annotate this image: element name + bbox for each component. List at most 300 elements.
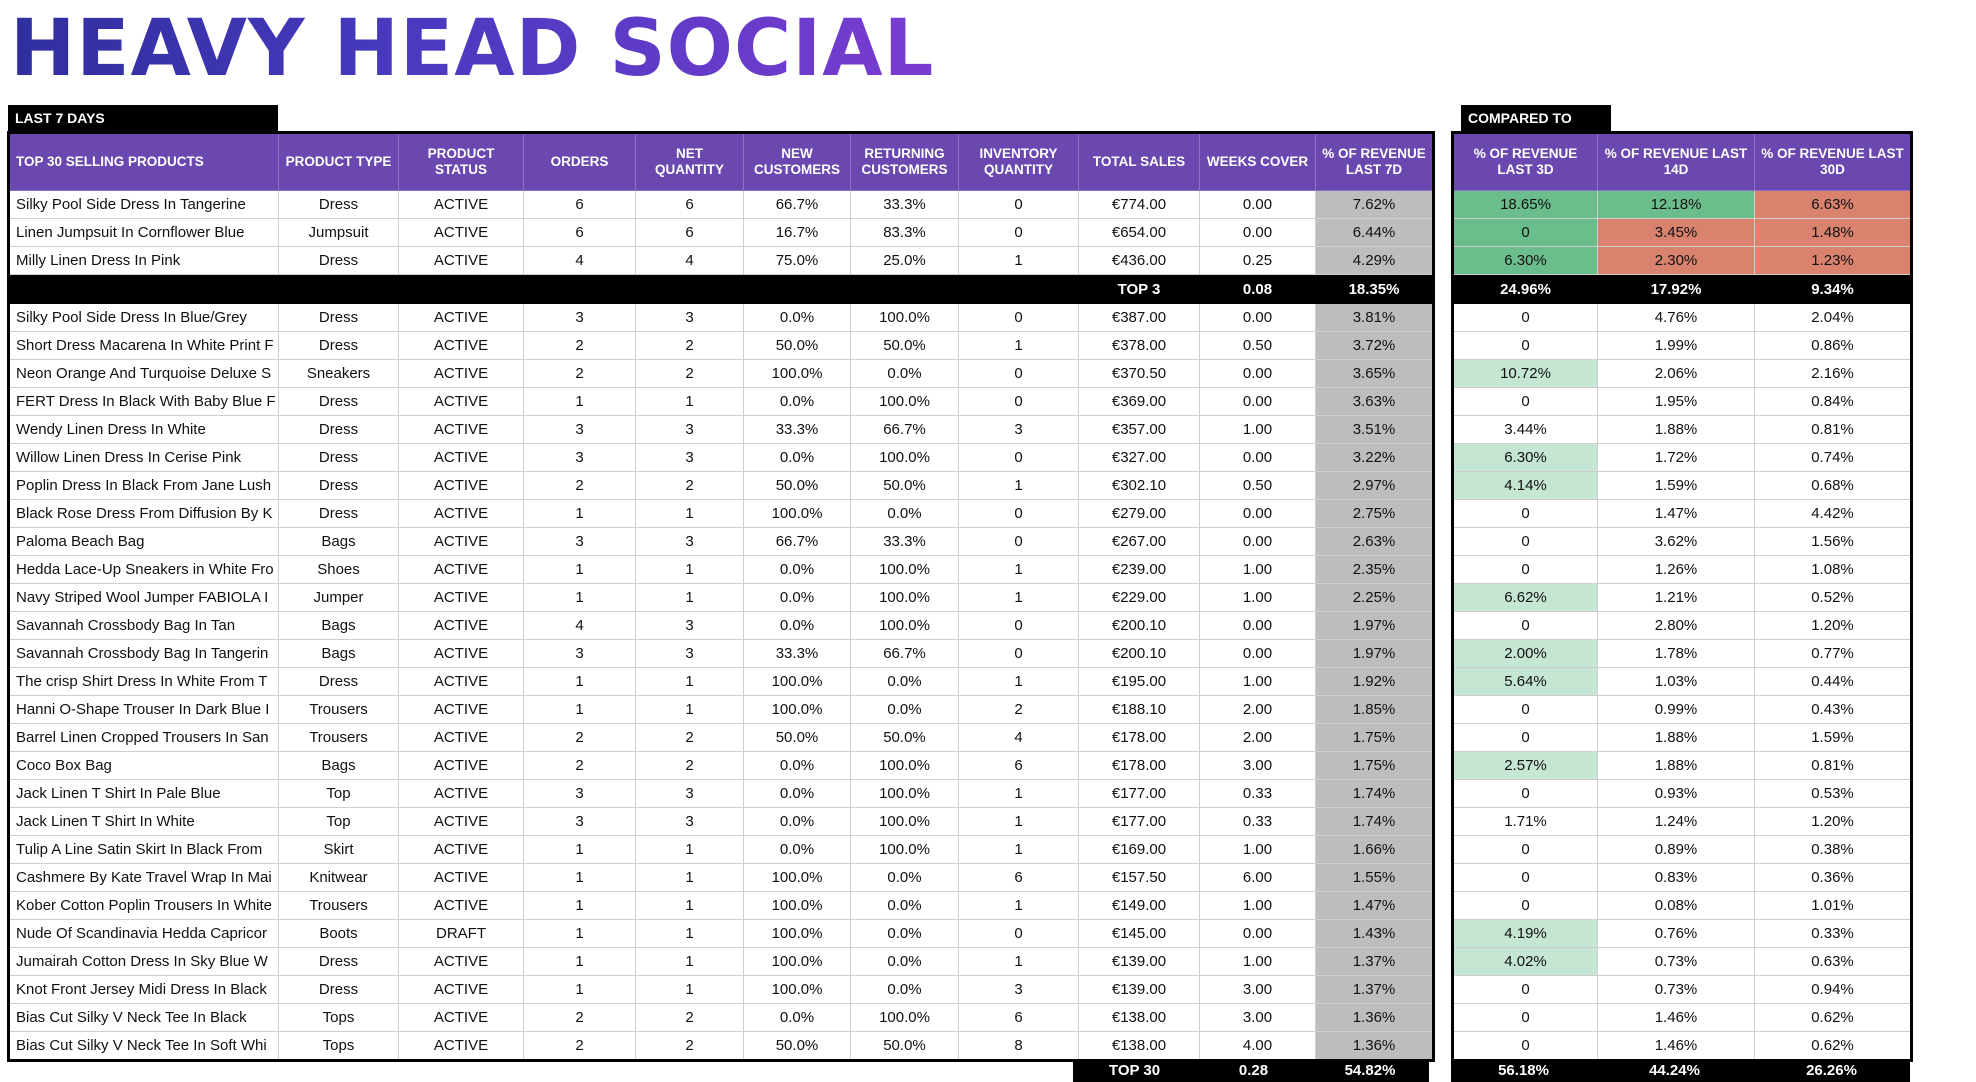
table-row <box>9 500 1434 528</box>
table-cell: €654.00 <box>1079 219 1200 247</box>
table-cell: Bags <box>279 752 399 780</box>
table-cell: 2 <box>524 1004 636 1032</box>
comparison-cell: 0.52% <box>1755 584 1912 612</box>
table-cell: €200.10 <box>1079 612 1200 640</box>
table-cell: 1 <box>524 388 636 416</box>
table-cell: 0.0% <box>744 780 851 808</box>
table-cell: 4 <box>636 247 744 275</box>
table-cell: ACTIVE <box>399 752 524 780</box>
table-cell: Jumpsuit <box>279 219 399 247</box>
table-cell: ACTIVE <box>399 528 524 556</box>
summary-spacer <box>399 275 524 304</box>
table-cell: 3.22% <box>1316 444 1434 472</box>
table-cell: 6 <box>959 864 1079 892</box>
total-30d: 26.26% <box>1806 1062 1857 1079</box>
table-cell: Dress <box>279 948 399 976</box>
table-cell: 1 <box>636 976 744 1004</box>
table-cell: ACTIVE <box>399 864 524 892</box>
table-row <box>9 864 1434 892</box>
table-cell: 33.3% <box>744 416 851 444</box>
table-cell: Dress <box>279 444 399 472</box>
comparison-cell: 0.76% <box>1598 920 1755 948</box>
table-cell: 1 <box>959 948 1079 976</box>
table-cell: 100.0% <box>851 808 959 836</box>
comparison-cell: 0 <box>1453 388 1598 416</box>
table-cell: ACTIVE <box>399 808 524 836</box>
comparison-cell: 1.48% <box>1755 219 1912 247</box>
table-cell: ACTIVE <box>399 332 524 360</box>
comparison-cell: 1.47% <box>1598 500 1755 528</box>
table-cell: ACTIVE <box>399 696 524 724</box>
table-cell: 6 <box>524 191 636 219</box>
table-cell: 1.00 <box>1200 416 1316 444</box>
product-name-cell: Savannah Crossbody Bag In Tan <box>9 612 279 640</box>
table-cell: 4.29% <box>1316 247 1434 275</box>
table-row <box>9 444 1434 472</box>
table-cell: 1.66% <box>1316 836 1434 864</box>
table-cell: 3 <box>636 528 744 556</box>
comparison-cell: 1.23% <box>1755 247 1912 275</box>
table-cell: 0 <box>959 500 1079 528</box>
table-cell: 0.00 <box>1200 304 1316 332</box>
table-cell: 50.0% <box>744 1032 851 1061</box>
last-7-days-tag: LAST 7 DAYS <box>8 105 278 131</box>
comparison-row <box>1453 976 1912 1004</box>
brand-logo: HEAVY HEAD SOCIAL <box>10 4 935 94</box>
table-cell: ACTIVE <box>399 584 524 612</box>
table-cell: 2 <box>524 332 636 360</box>
table-cell: ACTIVE <box>399 500 524 528</box>
table-cell: ACTIVE <box>399 219 524 247</box>
table-cell: Jumper <box>279 584 399 612</box>
summary-spacer <box>744 275 851 304</box>
table-cell: 100.0% <box>851 556 959 584</box>
table-cell: €177.00 <box>1079 808 1200 836</box>
table-cell: 3 <box>524 304 636 332</box>
table-cell: 0.0% <box>851 696 959 724</box>
comparison-cell: 0 <box>1453 864 1598 892</box>
comparison-row <box>1453 444 1912 472</box>
comparison-row <box>1453 864 1912 892</box>
comparison-cell: 0 <box>1453 1004 1598 1032</box>
table-cell: €178.00 <box>1079 724 1200 752</box>
table-cell: 83.3% <box>851 219 959 247</box>
table-cell: 1 <box>524 976 636 1004</box>
comparison-cell: 0.38% <box>1755 836 1912 864</box>
table-row <box>9 360 1434 388</box>
comparison-cell: 18.65% <box>1453 191 1598 219</box>
table-cell: 0.25 <box>1200 247 1316 275</box>
table-cell: 1.00 <box>1200 948 1316 976</box>
comparison-summary-row <box>1453 275 1912 304</box>
comparison-cell: 2.80% <box>1598 612 1755 640</box>
table-row <box>9 752 1434 780</box>
comparison-cell: 1.56% <box>1755 528 1912 556</box>
product-name-cell: Neon Orange And Turquoise Deluxe S <box>9 360 279 388</box>
table-cell: 66.7% <box>744 528 851 556</box>
comparison-row <box>1453 219 1912 247</box>
comparison-cell: 1.08% <box>1755 556 1912 584</box>
table-cell: 1 <box>636 864 744 892</box>
table-cell: 0 <box>959 612 1079 640</box>
table-cell: 4 <box>524 247 636 275</box>
table-cell: Dress <box>279 416 399 444</box>
table-cell: 2 <box>636 332 744 360</box>
table-cell: 50.0% <box>744 332 851 360</box>
table-row <box>9 836 1434 864</box>
table-cell: 0.00 <box>1200 388 1316 416</box>
product-name-cell: Jack Linen T Shirt In Pale Blue <box>9 780 279 808</box>
comparison-row <box>1453 612 1912 640</box>
table-cell: €302.10 <box>1079 472 1200 500</box>
table-cell: 3 <box>959 976 1079 1004</box>
table-cell: 1.47% <box>1316 892 1434 920</box>
table-cell: 75.0% <box>744 247 851 275</box>
table-row <box>9 332 1434 360</box>
table-cell: ACTIVE <box>399 388 524 416</box>
table-cell: 1.37% <box>1316 948 1434 976</box>
table-cell: 1 <box>524 556 636 584</box>
table-cell: Trousers <box>279 724 399 752</box>
comparison-cell: 0 <box>1453 556 1598 584</box>
table-row <box>9 1004 1434 1032</box>
table-cell: 1.43% <box>1316 920 1434 948</box>
table-cell: 100.0% <box>851 304 959 332</box>
table-cell: 0 <box>959 640 1079 668</box>
table-cell: 1 <box>636 920 744 948</box>
comparison-cell: 0.62% <box>1755 1032 1912 1061</box>
table-cell: 0.0% <box>851 668 959 696</box>
table-cell: 1 <box>636 584 744 612</box>
comparison-cell: 0 <box>1453 528 1598 556</box>
table-cell: 0.0% <box>744 612 851 640</box>
table-row <box>9 472 1434 500</box>
comparison-row <box>1453 724 1912 752</box>
comparison-cell: 0.73% <box>1598 948 1755 976</box>
table-cell: 2 <box>524 360 636 388</box>
table-cell: Trousers <box>279 696 399 724</box>
comparison-cell: 1.88% <box>1598 724 1755 752</box>
table-cell: 3.00 <box>1200 752 1316 780</box>
comparison-cell: 0.53% <box>1755 780 1912 808</box>
product-name-cell: FERT Dress In Black With Baby Blue F <box>9 388 279 416</box>
comparison-cell: 0.74% <box>1755 444 1912 472</box>
table-cell: 2 <box>636 1032 744 1061</box>
comparison-cell: 10.72% <box>1453 360 1598 388</box>
comparison-cell: 0 <box>1453 1032 1598 1061</box>
comparison-row <box>1453 304 1912 332</box>
summary-spacer <box>279 275 399 304</box>
product-name-cell: Wendy Linen Dress In White <box>9 416 279 444</box>
comparison-cell: 1.59% <box>1755 724 1912 752</box>
table-cell: 100.0% <box>744 892 851 920</box>
comparison-cell: 2.00% <box>1453 640 1598 668</box>
column-header: RETURNING CUSTOMERS <box>851 133 959 191</box>
table-row <box>9 304 1434 332</box>
table-cell: ACTIVE <box>399 976 524 1004</box>
table-row <box>9 696 1434 724</box>
table-cell: 1 <box>524 836 636 864</box>
summary-spacer <box>959 275 1079 304</box>
table-cell: 0.00 <box>1200 612 1316 640</box>
table-cell: 33.3% <box>851 191 959 219</box>
table-cell: 2 <box>959 696 1079 724</box>
table-cell: €138.00 <box>1079 1004 1200 1032</box>
table-cell: €188.10 <box>1079 696 1200 724</box>
table-cell: Dress <box>279 668 399 696</box>
table-row <box>9 584 1434 612</box>
table-cell: 6.00 <box>1200 864 1316 892</box>
table-cell: 1 <box>524 500 636 528</box>
comparison-cell: 0.86% <box>1755 332 1912 360</box>
table-cell: 1.97% <box>1316 612 1434 640</box>
table-cell: 0.50 <box>1200 472 1316 500</box>
table-cell: 50.0% <box>744 472 851 500</box>
table-cell: Bags <box>279 528 399 556</box>
table-cell: €169.00 <box>1079 836 1200 864</box>
table-cell: €370.50 <box>1079 360 1200 388</box>
table-cell: 100.0% <box>851 1004 959 1032</box>
table-cell: 1 <box>959 836 1079 864</box>
product-name-cell: Cashmere By Kate Travel Wrap In Mai <box>9 864 279 892</box>
product-name-cell: Hedda Lace-Up Sneakers in White Fro <box>9 556 279 584</box>
table-cell: ACTIVE <box>399 247 524 275</box>
product-name-cell: Jack Linen T Shirt In White <box>9 808 279 836</box>
product-name-cell: Silky Pool Side Dress In Tangerine <box>9 191 279 219</box>
table-cell: 1 <box>959 780 1079 808</box>
table-cell: 0.00 <box>1200 640 1316 668</box>
table-cell: 4 <box>959 724 1079 752</box>
table-row <box>9 976 1434 1004</box>
comparison-cell: 0 <box>1453 780 1598 808</box>
table-cell: 0 <box>959 191 1079 219</box>
table-cell: 3 <box>636 444 744 472</box>
comparison-cell: 3.45% <box>1598 219 1755 247</box>
comparison-row <box>1453 892 1912 920</box>
table-row <box>9 247 1434 275</box>
comparison-cell: 0.62% <box>1755 1004 1912 1032</box>
table-cell: 6.44% <box>1316 219 1434 247</box>
column-header: WEEKS COVER <box>1200 133 1316 191</box>
comparison-row <box>1453 472 1912 500</box>
summary-spacer <box>636 275 744 304</box>
comparison-row <box>1453 247 1912 275</box>
comparison-cell: 1.26% <box>1598 556 1755 584</box>
table-cell: 16.7% <box>744 219 851 247</box>
comparison-cell: 1.46% <box>1598 1032 1755 1061</box>
comparison-row <box>1453 640 1912 668</box>
table-cell: Knitwear <box>279 864 399 892</box>
table-cell: Dress <box>279 191 399 219</box>
table-cell: 2 <box>636 724 744 752</box>
comparison-cell: 2.30% <box>1598 247 1755 275</box>
table-cell: Dress <box>279 388 399 416</box>
table-cell: 2.25% <box>1316 584 1434 612</box>
table-cell: 66.7% <box>851 640 959 668</box>
table-cell: €387.00 <box>1079 304 1200 332</box>
product-name-cell: Tulip A Line Satin Skirt In Black From <box>9 836 279 864</box>
table-row <box>9 780 1434 808</box>
table-cell: 1 <box>524 696 636 724</box>
comparison-cell: 1.21% <box>1598 584 1755 612</box>
comparison-row <box>1453 584 1912 612</box>
comparison-cell: 3.62% <box>1598 528 1755 556</box>
comparison-cell: 0.68% <box>1755 472 1912 500</box>
table-cell: 0.0% <box>744 836 851 864</box>
table-cell: 6 <box>636 191 744 219</box>
table-cell: 100.0% <box>744 920 851 948</box>
table-cell: 3 <box>636 640 744 668</box>
table-cell: €195.00 <box>1079 668 1200 696</box>
table-cell: 1 <box>524 948 636 976</box>
table-cell: Sneakers <box>279 360 399 388</box>
comparison-cell: 1.88% <box>1598 752 1755 780</box>
comparison-cell: 1.24% <box>1598 808 1755 836</box>
total-weeks: 0.28 <box>1238 1062 1269 1079</box>
table-cell: €239.00 <box>1079 556 1200 584</box>
table-cell: 0 <box>959 528 1079 556</box>
table-cell: 0.0% <box>744 444 851 472</box>
comparison-cell: 1.99% <box>1598 332 1755 360</box>
table-cell: 1.85% <box>1316 696 1434 724</box>
total-label: TOP 30 <box>1108 1062 1161 1079</box>
table-cell: 0 <box>959 304 1079 332</box>
table-cell: 2 <box>524 752 636 780</box>
table-cell: 1 <box>959 584 1079 612</box>
table-cell: 3 <box>636 612 744 640</box>
comparison-row <box>1453 752 1912 780</box>
table-cell: 1 <box>959 332 1079 360</box>
table-cell: 1 <box>636 892 744 920</box>
table-cell: 100.0% <box>744 948 851 976</box>
table-cell: 100.0% <box>851 612 959 640</box>
table-cell: 2 <box>524 472 636 500</box>
comparison-cell: 0.84% <box>1755 388 1912 416</box>
product-name-cell: Barrel Linen Cropped Trousers In San <box>9 724 279 752</box>
table-cell: 3 <box>524 640 636 668</box>
table-row <box>9 724 1434 752</box>
table-cell: 100.0% <box>851 388 959 416</box>
table-cell: Boots <box>279 920 399 948</box>
table-cell: 100.0% <box>744 500 851 528</box>
table-row <box>9 416 1434 444</box>
compared-to-tag: COMPARED TO <box>1461 105 1611 131</box>
comparison-summary-cell: 24.96% <box>1453 275 1598 304</box>
table-cell: €357.00 <box>1079 416 1200 444</box>
table-cell: ACTIVE <box>399 780 524 808</box>
table-cell: 2 <box>524 724 636 752</box>
table-cell: 1.92% <box>1316 668 1434 696</box>
table-row <box>9 640 1434 668</box>
comparison-cell: 0 <box>1453 836 1598 864</box>
table-cell: 3 <box>524 444 636 472</box>
comparison-cell: 0.73% <box>1598 976 1755 1004</box>
column-header: % OF REVENUE LAST 7D <box>1316 133 1434 191</box>
table-cell: ACTIVE <box>399 948 524 976</box>
column-header: NEW CUSTOMERS <box>744 133 851 191</box>
table-cell: 1 <box>636 948 744 976</box>
comparison-cell: 2.04% <box>1755 304 1912 332</box>
table-cell: 2.63% <box>1316 528 1434 556</box>
product-name-cell: Black Rose Dress From Diffusion By K <box>9 500 279 528</box>
table-cell: €229.00 <box>1079 584 1200 612</box>
table-cell: ACTIVE <box>399 191 524 219</box>
comparison-cell: 0.77% <box>1755 640 1912 668</box>
column-header: TOP 30 SELLING PRODUCTS <box>9 133 279 191</box>
table-row <box>9 892 1434 920</box>
comparison-cell: 2.06% <box>1598 360 1755 388</box>
product-name-cell: Navy Striped Wool Jumper FABIOLA I <box>9 584 279 612</box>
comparison-cell: 0 <box>1453 892 1598 920</box>
comparison-cell: 1.78% <box>1598 640 1755 668</box>
table-cell: ACTIVE <box>399 668 524 696</box>
comparison-row <box>1453 556 1912 584</box>
table-cell: 1 <box>636 696 744 724</box>
table-row <box>9 556 1434 584</box>
table-cell: 2.75% <box>1316 500 1434 528</box>
table-cell: 100.0% <box>744 360 851 388</box>
table-cell: 0.0% <box>851 500 959 528</box>
table-cell: 0.33 <box>1200 808 1316 836</box>
table-row <box>9 388 1434 416</box>
table-cell: €378.00 <box>1079 332 1200 360</box>
table-cell: 100.0% <box>851 444 959 472</box>
table-cell: €327.00 <box>1079 444 1200 472</box>
table-cell: ACTIVE <box>399 556 524 584</box>
table-cell: €267.00 <box>1079 528 1200 556</box>
table-cell: 1 <box>959 472 1079 500</box>
table-cell: Bags <box>279 640 399 668</box>
table-cell: ACTIVE <box>399 640 524 668</box>
comparison-cell: 4.19% <box>1453 920 1598 948</box>
table-cell: €774.00 <box>1079 191 1200 219</box>
comparison-row <box>1453 1004 1912 1032</box>
table-cell: 4.00 <box>1200 1032 1316 1061</box>
comparison-cell: 0 <box>1453 500 1598 528</box>
table-cell: 4 <box>524 612 636 640</box>
comparison-row <box>1453 416 1912 444</box>
comparison-cell: 1.71% <box>1453 808 1598 836</box>
product-name-cell: Kober Cotton Poplin Trousers In White <box>9 892 279 920</box>
table-cell: 1.97% <box>1316 640 1434 668</box>
table-row <box>9 948 1434 976</box>
table-row <box>9 191 1434 219</box>
column-header: INVENTORY QUANTITY <box>959 133 1079 191</box>
comparison-row <box>1453 836 1912 864</box>
table-cell: 3.81% <box>1316 304 1434 332</box>
comparison-cell: 1.59% <box>1598 472 1755 500</box>
table-cell: 1 <box>959 556 1079 584</box>
comparison-cell: 4.14% <box>1453 472 1598 500</box>
table-cell: Skirt <box>279 836 399 864</box>
table-cell: 0.00 <box>1200 219 1316 247</box>
table-cell: 1.75% <box>1316 724 1434 752</box>
table-cell: 0.0% <box>744 556 851 584</box>
table-cell: 1.36% <box>1316 1032 1434 1061</box>
table-cell: 0.0% <box>851 948 959 976</box>
table-cell: 1.36% <box>1316 1004 1434 1032</box>
table-cell: 1 <box>959 247 1079 275</box>
table-cell: 1 <box>524 892 636 920</box>
table-cell: 0.00 <box>1200 500 1316 528</box>
table-cell: ACTIVE <box>399 304 524 332</box>
table-cell: 0.33 <box>1200 780 1316 808</box>
table-cell: 3 <box>636 780 744 808</box>
comparison-summary-cell: 9.34% <box>1755 275 1912 304</box>
comparison-column-header: % OF REVENUE LAST 30D <box>1755 133 1912 191</box>
table-cell: 3 <box>524 808 636 836</box>
product-name-cell: Jumairah Cotton Dress In Sky Blue W <box>9 948 279 976</box>
